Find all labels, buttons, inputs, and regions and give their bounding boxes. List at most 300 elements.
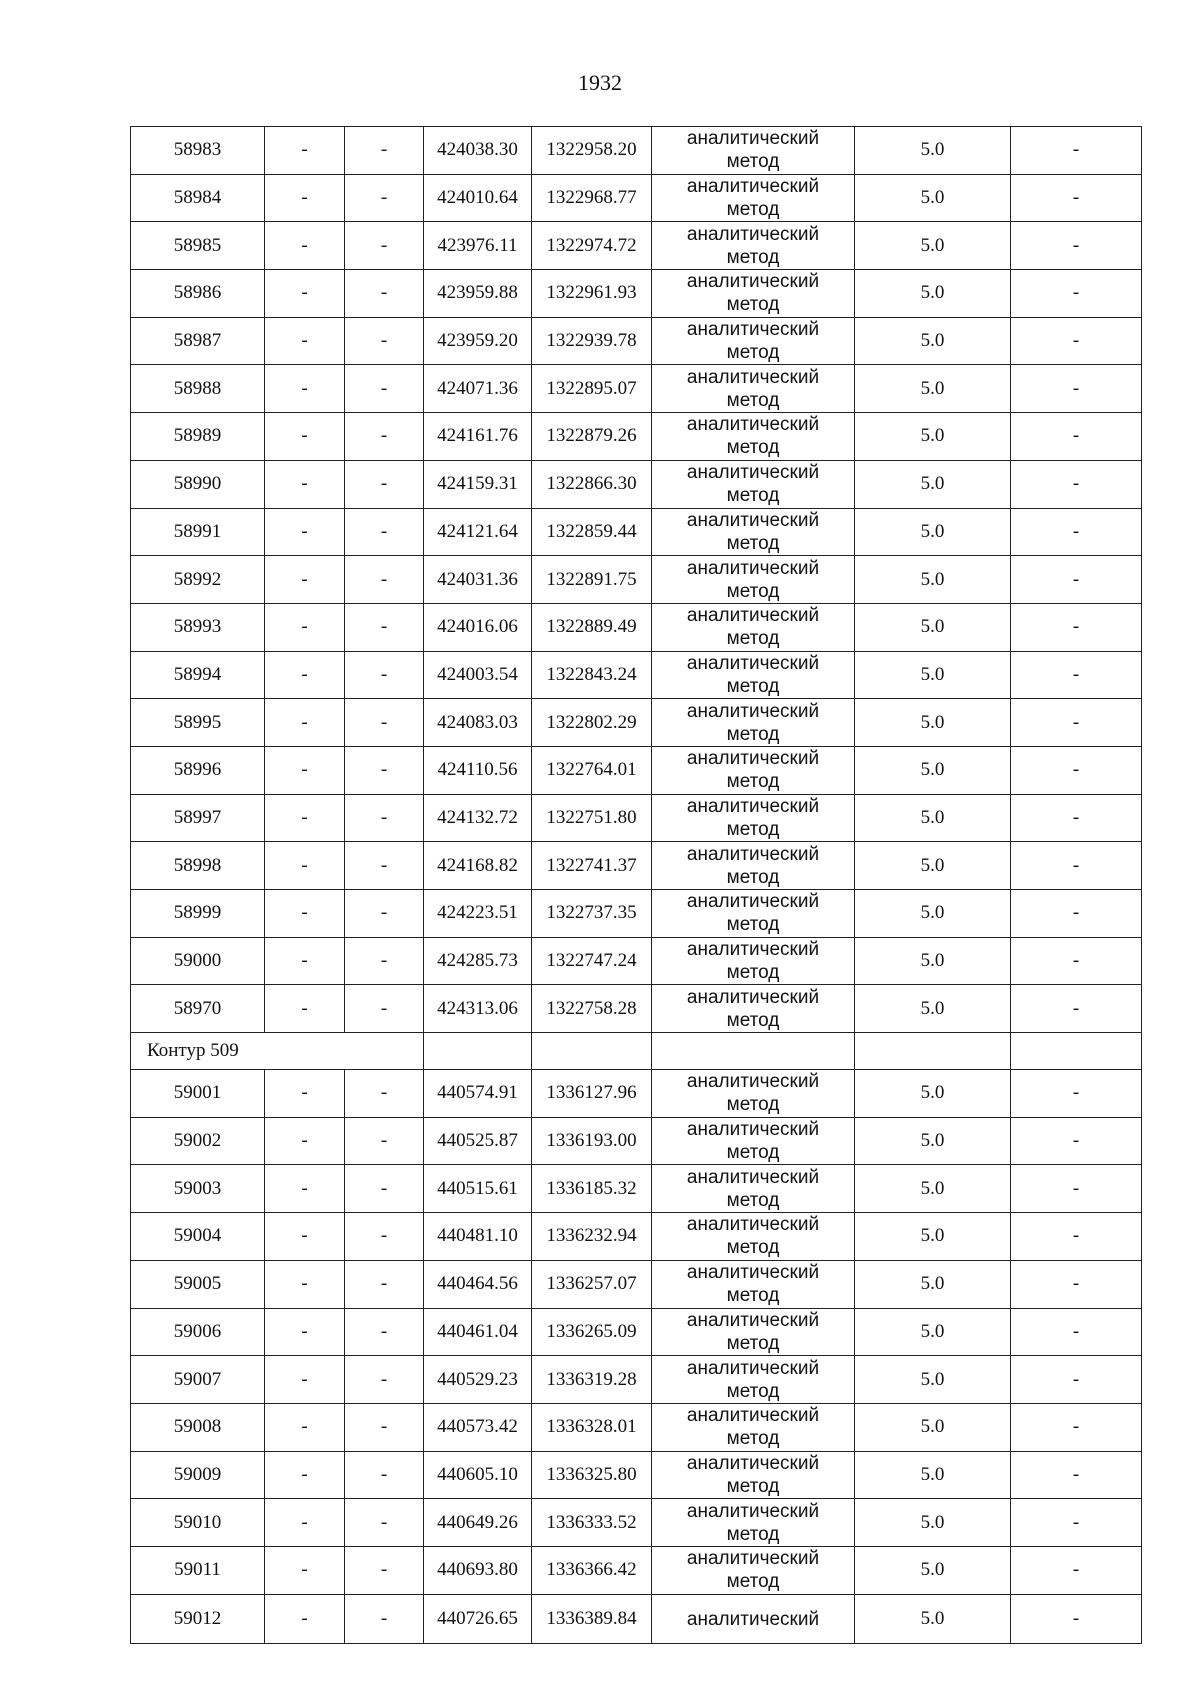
method-cell — [652, 1260, 855, 1308]
point-id-cell: 59000 — [131, 937, 265, 985]
dash-cell: - — [345, 1594, 424, 1644]
point-id-cell: 58996 — [131, 746, 265, 794]
method-line-1: аналитический — [686, 1309, 820, 1331]
dash-cell: - — [265, 270, 345, 318]
method-line-2: метод — [726, 1009, 780, 1031]
table-row — [131, 937, 1142, 985]
table-row — [131, 413, 1142, 461]
dash-cell: - — [345, 699, 424, 747]
x-coordinate-cell: 440605.10 — [424, 1451, 532, 1499]
method-cell — [652, 1165, 855, 1213]
empty-cell — [1011, 1033, 1142, 1070]
dash-cell: - — [265, 1499, 345, 1547]
point-id-cell: 59001 — [131, 1070, 265, 1118]
method-cell — [652, 1356, 855, 1404]
dash-cell: - — [345, 1165, 424, 1213]
dash-cell: - — [345, 890, 424, 938]
x-coordinate-cell: 424223.51 — [424, 890, 532, 938]
method-line-1: аналитический — [686, 1548, 820, 1570]
y-coordinate-cell: 1336193.00 — [532, 1117, 652, 1165]
method-line-1: аналитический — [686, 176, 820, 198]
empty-cell — [532, 1033, 652, 1070]
x-coordinate-cell: 423976.11 — [424, 222, 532, 270]
table-row — [131, 556, 1142, 604]
method-cell — [652, 413, 855, 461]
method-line-2: метод — [726, 1523, 780, 1545]
point-id-cell: 59012 — [131, 1594, 265, 1644]
x-coordinate-cell: 440693.80 — [424, 1546, 532, 1594]
point-id-cell: 58988 — [131, 365, 265, 413]
method-line-2: метод — [726, 389, 780, 411]
note-cell: - — [1011, 1260, 1142, 1308]
note-cell: - — [1011, 174, 1142, 222]
dash-cell: - — [265, 890, 345, 938]
y-coordinate-cell: 1336232.94 — [532, 1213, 652, 1261]
point-id-cell: 59011 — [131, 1546, 265, 1594]
x-coordinate-cell: 423959.88 — [424, 270, 532, 318]
note-cell: - — [1011, 937, 1142, 985]
method-cell — [652, 937, 855, 985]
note-cell: - — [1011, 365, 1142, 413]
dash-cell: - — [265, 937, 345, 985]
empty-cell — [652, 1033, 855, 1070]
method-line-1: аналитический — [686, 1609, 820, 1631]
table-row — [131, 985, 1142, 1033]
method-cell — [652, 1308, 855, 1356]
note-cell: - — [1011, 842, 1142, 890]
method-line-2: метод — [726, 1237, 780, 1259]
accuracy-cell: 5.0 — [855, 460, 1011, 508]
contour-label: Контур 509 — [131, 1033, 424, 1070]
y-coordinate-cell: 1322958.20 — [532, 127, 652, 175]
x-coordinate-cell: 424132.72 — [424, 794, 532, 842]
x-coordinate-cell: 440481.10 — [424, 1213, 532, 1261]
method-line-2: метод — [726, 1094, 780, 1116]
note-cell: - — [1011, 222, 1142, 270]
y-coordinate-cell: 1336328.01 — [532, 1403, 652, 1451]
table-row — [131, 508, 1142, 556]
dash-cell: - — [345, 1308, 424, 1356]
method-line-2: метод — [726, 818, 780, 840]
method-line-1: аналитический — [686, 1071, 820, 1093]
dash-cell: - — [265, 985, 345, 1033]
method-cell — [652, 699, 855, 747]
method-line-2: метод — [726, 1475, 780, 1497]
method-line-1: аналитический — [686, 605, 820, 627]
x-coordinate-cell: 440574.91 — [424, 1070, 532, 1118]
page-number: 1932 — [578, 70, 622, 95]
y-coordinate-cell: 1322968.77 — [532, 174, 652, 222]
y-coordinate-cell: 1322974.72 — [532, 222, 652, 270]
method-line-2: метод — [726, 199, 780, 221]
method-line-2: метод — [726, 1332, 780, 1354]
point-id-cell: 59003 — [131, 1165, 265, 1213]
x-coordinate-cell: 440726.65 — [424, 1594, 532, 1644]
accuracy-cell: 5.0 — [855, 174, 1011, 222]
method-cell — [652, 270, 855, 318]
y-coordinate-cell: 1322961.93 — [532, 270, 652, 318]
point-id-cell: 59005 — [131, 1260, 265, 1308]
table-row — [131, 1403, 1142, 1451]
method-line-2: метод — [726, 1285, 780, 1307]
method-cell — [652, 556, 855, 604]
dash-cell: - — [265, 1451, 345, 1499]
dash-cell: - — [265, 127, 345, 175]
note-cell: - — [1011, 1546, 1142, 1594]
x-coordinate-cell: 424031.36 — [424, 556, 532, 604]
accuracy-cell: 5.0 — [855, 1356, 1011, 1404]
point-id-cell: 58994 — [131, 651, 265, 699]
dash-cell: - — [265, 1594, 345, 1644]
table-row — [131, 890, 1142, 938]
table-row — [131, 270, 1142, 318]
point-id-cell: 58984 — [131, 174, 265, 222]
x-coordinate-cell: 424110.56 — [424, 746, 532, 794]
x-coordinate-cell: 440461.04 — [424, 1308, 532, 1356]
method-line-1: аналитический — [686, 1405, 820, 1427]
accuracy-cell: 5.0 — [855, 603, 1011, 651]
dash-cell: - — [265, 174, 345, 222]
note-cell: - — [1011, 603, 1142, 651]
y-coordinate-cell: 1336265.09 — [532, 1308, 652, 1356]
dash-cell: - — [345, 556, 424, 604]
x-coordinate-cell: 424168.82 — [424, 842, 532, 890]
note-cell: - — [1011, 1451, 1142, 1499]
note-cell: - — [1011, 1117, 1142, 1165]
note-cell: - — [1011, 460, 1142, 508]
method-cell — [652, 746, 855, 794]
dash-cell: - — [265, 1070, 345, 1118]
table-row — [131, 1499, 1142, 1547]
table-row — [131, 127, 1142, 175]
method-line-1: аналитический — [686, 1214, 820, 1236]
table-row — [131, 174, 1142, 222]
method-cell — [652, 1546, 855, 1594]
note-cell: - — [1011, 699, 1142, 747]
x-coordinate-cell: 424083.03 — [424, 699, 532, 747]
method-line-1: аналитический — [686, 748, 820, 770]
y-coordinate-cell: 1322866.30 — [532, 460, 652, 508]
y-coordinate-cell: 1322764.01 — [532, 746, 652, 794]
dash-cell: - — [265, 746, 345, 794]
method-cell — [652, 508, 855, 556]
point-id-cell: 58990 — [131, 460, 265, 508]
method-cell — [652, 1594, 855, 1644]
dash-cell: - — [265, 842, 345, 890]
dash-cell: - — [345, 1499, 424, 1547]
accuracy-cell: 5.0 — [855, 842, 1011, 890]
accuracy-cell: 5.0 — [855, 1260, 1011, 1308]
table-row — [131, 1308, 1142, 1356]
accuracy-cell: 5.0 — [855, 699, 1011, 747]
point-id-cell: 58970 — [131, 985, 265, 1033]
x-coordinate-cell: 424016.06 — [424, 603, 532, 651]
x-coordinate-cell: 440649.26 — [424, 1499, 532, 1547]
y-coordinate-cell: 1322741.37 — [532, 842, 652, 890]
accuracy-cell: 5.0 — [855, 937, 1011, 985]
method-line-2: метод — [726, 628, 780, 650]
accuracy-cell: 5.0 — [855, 1546, 1011, 1594]
note-cell: - — [1011, 1308, 1142, 1356]
note-cell: - — [1011, 985, 1142, 1033]
y-coordinate-cell: 1336127.96 — [532, 1070, 652, 1118]
y-coordinate-cell: 1336389.84 — [532, 1594, 652, 1644]
dash-cell: - — [265, 556, 345, 604]
method-cell — [652, 365, 855, 413]
x-coordinate-cell: 424071.36 — [424, 365, 532, 413]
method-line-1: аналитический — [686, 1357, 820, 1379]
note-cell: - — [1011, 1165, 1142, 1213]
method-line-2: метод — [726, 962, 780, 984]
dash-cell: - — [265, 222, 345, 270]
dash-cell: - — [265, 699, 345, 747]
method-cell — [652, 174, 855, 222]
accuracy-cell: 5.0 — [855, 1499, 1011, 1547]
point-id-cell: 58999 — [131, 890, 265, 938]
accuracy-cell: 5.0 — [855, 270, 1011, 318]
y-coordinate-cell: 1322889.49 — [532, 603, 652, 651]
note-cell: - — [1011, 508, 1142, 556]
y-coordinate-cell: 1322939.78 — [532, 317, 652, 365]
table-row — [131, 365, 1142, 413]
x-coordinate-cell: 440464.56 — [424, 1260, 532, 1308]
method-line-1: аналитический — [686, 652, 820, 674]
point-id-cell: 58995 — [131, 699, 265, 747]
dash-cell: - — [345, 603, 424, 651]
dash-cell: - — [265, 413, 345, 461]
y-coordinate-cell: 1336325.80 — [532, 1451, 652, 1499]
x-coordinate-cell: 440573.42 — [424, 1403, 532, 1451]
method-line-1: аналитический — [686, 795, 820, 817]
dash-cell: - — [345, 127, 424, 175]
accuracy-cell: 5.0 — [855, 317, 1011, 365]
coordinates-table — [130, 126, 1142, 1644]
y-coordinate-cell: 1336366.42 — [532, 1546, 652, 1594]
x-coordinate-cell: 424038.30 — [424, 127, 532, 175]
dash-cell: - — [265, 603, 345, 651]
x-coordinate-cell: 440529.23 — [424, 1356, 532, 1404]
table-body-group-b — [131, 1070, 1142, 1644]
empty-cell — [855, 1033, 1011, 1070]
point-id-cell: 59006 — [131, 1308, 265, 1356]
accuracy-cell: 5.0 — [855, 127, 1011, 175]
x-coordinate-cell: 424159.31 — [424, 460, 532, 508]
point-id-cell: 59002 — [131, 1117, 265, 1165]
accuracy-cell: 5.0 — [855, 890, 1011, 938]
dash-cell: - — [345, 1260, 424, 1308]
dash-cell: - — [345, 842, 424, 890]
method-line-2: метод — [726, 1189, 780, 1211]
method-cell — [652, 651, 855, 699]
method-cell — [652, 127, 855, 175]
dash-cell: - — [265, 317, 345, 365]
method-line-1: аналитический — [686, 700, 820, 722]
table-row — [131, 1165, 1142, 1213]
x-coordinate-cell: 424161.76 — [424, 413, 532, 461]
x-coordinate-cell: 440525.87 — [424, 1117, 532, 1165]
method-cell — [652, 1499, 855, 1547]
y-coordinate-cell: 1322879.26 — [532, 413, 652, 461]
accuracy-cell: 5.0 — [855, 222, 1011, 270]
dash-cell: - — [265, 365, 345, 413]
accuracy-cell: 5.0 — [855, 794, 1011, 842]
dash-cell: - — [345, 1117, 424, 1165]
method-line-2: метод — [726, 485, 780, 507]
x-coordinate-cell: 440515.61 — [424, 1165, 532, 1213]
method-line-1: аналитический — [686, 939, 820, 961]
dash-cell: - — [265, 651, 345, 699]
table-row — [131, 1117, 1142, 1165]
x-coordinate-cell: 424285.73 — [424, 937, 532, 985]
method-line-2: метод — [726, 532, 780, 554]
point-id-cell: 58991 — [131, 508, 265, 556]
note-cell: - — [1011, 1356, 1142, 1404]
point-id-cell: 59007 — [131, 1356, 265, 1404]
note-cell: - — [1011, 794, 1142, 842]
point-id-cell: 58987 — [131, 317, 265, 365]
dash-cell: - — [345, 508, 424, 556]
point-id-cell: 59009 — [131, 1451, 265, 1499]
dash-cell: - — [265, 1403, 345, 1451]
method-line-1: аналитический — [686, 128, 820, 150]
method-cell — [652, 1451, 855, 1499]
y-coordinate-cell: 1336257.07 — [532, 1260, 652, 1308]
point-id-cell: 58989 — [131, 413, 265, 461]
table-row — [131, 1546, 1142, 1594]
dash-cell: - — [345, 174, 424, 222]
method-line-1: аналитический — [686, 271, 820, 293]
method-line-1: аналитический — [686, 891, 820, 913]
x-coordinate-cell: 424010.64 — [424, 174, 532, 222]
method-line-2: метод — [726, 675, 780, 697]
x-coordinate-cell: 424121.64 — [424, 508, 532, 556]
method-line-1: аналитический — [686, 462, 820, 484]
dash-cell: - — [265, 508, 345, 556]
table-row — [131, 1260, 1142, 1308]
y-coordinate-cell: 1336319.28 — [532, 1356, 652, 1404]
accuracy-cell: 5.0 — [855, 1213, 1011, 1261]
method-line-2: метод — [726, 1428, 780, 1450]
x-coordinate-cell: 424003.54 — [424, 651, 532, 699]
method-line-2: метод — [726, 1142, 780, 1164]
dash-cell: - — [345, 937, 424, 985]
note-cell: - — [1011, 270, 1142, 318]
method-cell — [652, 1070, 855, 1118]
accuracy-cell: 5.0 — [855, 1308, 1011, 1356]
note-cell: - — [1011, 1403, 1142, 1451]
table-row — [131, 651, 1142, 699]
point-id-cell: 58986 — [131, 270, 265, 318]
dash-cell: - — [345, 270, 424, 318]
dash-cell: - — [265, 1165, 345, 1213]
table-row — [131, 1594, 1142, 1644]
method-line-2: метод — [726, 1380, 780, 1402]
method-line-2: метод — [726, 580, 780, 602]
accuracy-cell: 5.0 — [855, 651, 1011, 699]
method-line-1: аналитический — [686, 319, 820, 341]
accuracy-cell: 5.0 — [855, 985, 1011, 1033]
method-cell — [652, 842, 855, 890]
dash-cell: - — [265, 460, 345, 508]
dash-cell: - — [265, 1117, 345, 1165]
point-id-cell: 59008 — [131, 1403, 265, 1451]
accuracy-cell: 5.0 — [855, 746, 1011, 794]
method-line-2: метод — [726, 151, 780, 173]
method-cell — [652, 890, 855, 938]
accuracy-cell: 5.0 — [855, 413, 1011, 461]
dash-cell: - — [345, 365, 424, 413]
dash-cell: - — [345, 1356, 424, 1404]
dash-cell: - — [345, 1451, 424, 1499]
dash-cell: - — [345, 222, 424, 270]
point-id-cell: 58998 — [131, 842, 265, 890]
method-line-1: аналитический — [686, 1166, 820, 1188]
note-cell: - — [1011, 890, 1142, 938]
dash-cell: - — [345, 794, 424, 842]
note-cell: - — [1011, 1594, 1142, 1644]
accuracy-cell: 5.0 — [855, 365, 1011, 413]
note-cell: - — [1011, 1070, 1142, 1118]
method-line-2: метод — [726, 437, 780, 459]
method-line-2: метод — [726, 771, 780, 793]
note-cell: - — [1011, 556, 1142, 604]
x-coordinate-cell: 424313.06 — [424, 985, 532, 1033]
y-coordinate-cell: 1322802.29 — [532, 699, 652, 747]
note-cell: - — [1011, 317, 1142, 365]
method-line-1: аналитический — [686, 557, 820, 579]
contour-row — [131, 1033, 1142, 1070]
y-coordinate-cell: 1336333.52 — [532, 1499, 652, 1547]
accuracy-cell: 5.0 — [855, 556, 1011, 604]
table-row — [131, 1213, 1142, 1261]
method-line-1: аналитический — [686, 1262, 820, 1284]
dash-cell: - — [345, 746, 424, 794]
note-cell: - — [1011, 746, 1142, 794]
accuracy-cell: 5.0 — [855, 1594, 1011, 1644]
table-row — [131, 1356, 1142, 1404]
note-cell: - — [1011, 1499, 1142, 1547]
method-line-2: метод — [726, 342, 780, 364]
dash-cell: - — [265, 794, 345, 842]
accuracy-cell: 5.0 — [855, 1165, 1011, 1213]
point-id-cell: 59010 — [131, 1499, 265, 1547]
table-row — [131, 746, 1142, 794]
dash-cell: - — [265, 1356, 345, 1404]
table-body-group-a — [131, 127, 1142, 1033]
dash-cell: - — [345, 1403, 424, 1451]
method-line-2: метод — [726, 246, 780, 268]
dash-cell: - — [345, 1546, 424, 1594]
y-coordinate-cell: 1322747.24 — [532, 937, 652, 985]
dash-cell: - — [345, 651, 424, 699]
method-line-1: аналитический — [686, 509, 820, 531]
dash-cell: - — [345, 1070, 424, 1118]
table-row — [131, 317, 1142, 365]
method-cell — [652, 1403, 855, 1451]
y-coordinate-cell: 1322758.28 — [532, 985, 652, 1033]
point-id-cell: 58993 — [131, 603, 265, 651]
y-coordinate-cell: 1322891.75 — [532, 556, 652, 604]
y-coordinate-cell: 1322751.80 — [532, 794, 652, 842]
dash-cell: - — [265, 1546, 345, 1594]
table-body-contour — [131, 1033, 1142, 1070]
dash-cell: - — [345, 985, 424, 1033]
method-line-2: метод — [726, 1571, 780, 1593]
table-row — [131, 222, 1142, 270]
method-line-1: аналитический — [686, 366, 820, 388]
point-id-cell: 58992 — [131, 556, 265, 604]
method-line-1: аналитический — [686, 843, 820, 865]
